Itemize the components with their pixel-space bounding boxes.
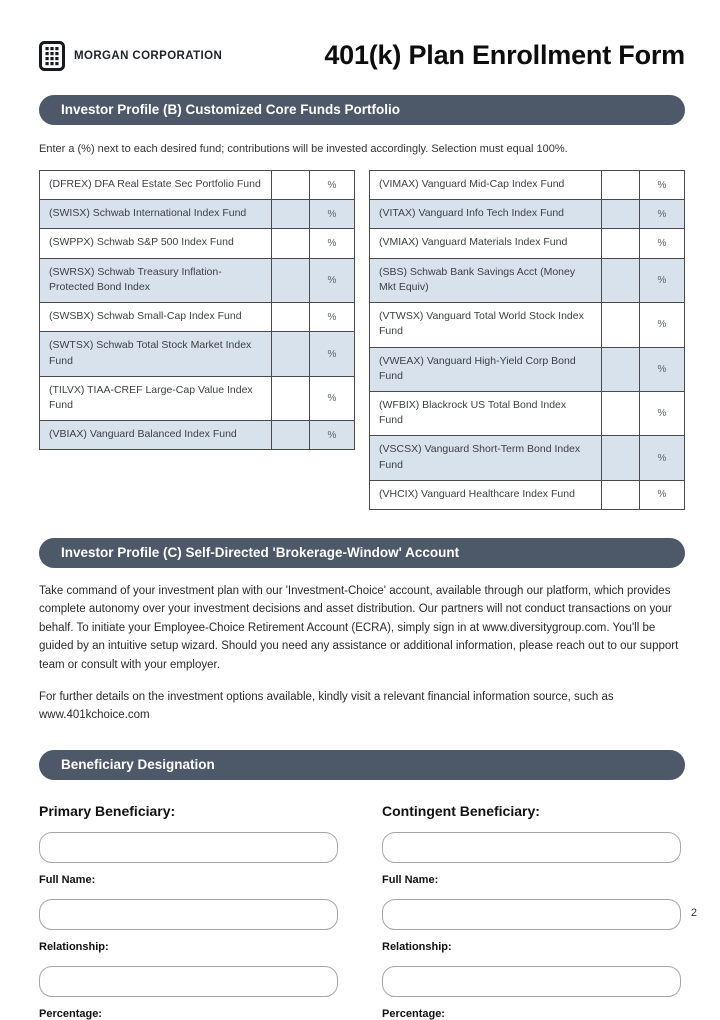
fund-row [39,421,355,450]
percent-sign: % [639,392,684,435]
fund-row [39,171,355,200]
primary-beneficiary-column [39,780,342,1020]
page-title: 401(k) Plan Enrollment Form [324,40,685,70]
fund-label: (DFREX) DFA Real Estate Sec Portfolio Fund [49,178,261,190]
fund-label: (VTWSX) Vanguard Total World Stock Index Fund [379,310,584,338]
fund-label: (WFBIX) Blackrock US Total Bond Index Fund [379,398,567,427]
fund-label: (SWSBX) Schwab Small-Cap Index Fund [49,310,242,323]
fund-label: (SBS) Schwab Bank Savings Acct (Money Mkt Equiv) [379,265,576,293]
contingent-beneficiary-column [382,780,685,1020]
beneficiary-field-label: Relationship: [39,940,109,953]
beneficiary-field-label: Percentage: [382,1007,445,1020]
fund-label: (VITAX) Vanguard Info Tech Index Fund [379,207,565,220]
beneficiary-input[interactable] [39,966,338,997]
percent-sign: % [309,377,354,420]
fund-label: (SWPPX) Schwab S&P 500 Index Fund [49,236,234,249]
further-details-paragraph: For further details on the investment options available, kindly visit a relevant financial information source, such as www.401kchoice.com [39,691,614,722]
fund-row [39,200,355,229]
fund-row [369,436,685,480]
fund-row [369,481,685,510]
percent-sign: % [309,303,354,331]
beneficiary-field-label: Full Name: [39,873,96,886]
fund-percent-input[interactable] [271,303,309,331]
fund-percent-input[interactable] [271,171,309,199]
page-header [39,40,685,71]
fund-row [39,377,355,421]
building-icon [39,41,65,71]
percent-sign: % [639,259,684,302]
percent-sign: % [639,171,684,199]
percent-sign: % [639,348,684,391]
fund-percent-input[interactable] [601,171,639,199]
fund-label: (VIMAX) Vanguard Mid-Cap Index Fund [379,178,565,190]
fund-table-left [39,170,355,450]
beneficiary-input[interactable] [382,966,681,997]
fund-label: (SWTSX) Schwab Total Stock Market Index Fund [49,339,252,367]
fund-label: (VWEAX) Vanguard High-Yield Corp Bond Fund [379,354,576,382]
section-header-beneficiary-designation: Beneficiary Designation [39,750,685,780]
fund-row [39,303,355,332]
beneficiary-field-label: Full Name: [382,873,439,886]
beneficiary-column-title: Primary Beneficiary: [39,802,176,819]
fund-row [369,392,685,436]
percent-sign: % [309,229,354,257]
fund-row [369,348,685,392]
fund-label: (VBIAX) Vanguard Balanced Index Fund [49,428,237,441]
beneficiary-field-label: Relationship: [382,940,452,953]
percent-sign: % [639,229,684,257]
fund-label: (VMIAX) Vanguard Materials Index Fund [379,236,568,249]
fund-row [369,259,685,303]
percent-sign: % [639,303,684,346]
fund-percent-input[interactable] [271,332,309,375]
fund-label: (SWRSX) Schwab Treasury Inflation-Protected Bond Index [49,265,222,293]
brand [39,41,222,71]
brokerage-window-paragraph: Take command of your investment plan with our 'Investment-Choice' account, available through our platform, which provides complete autonomy over your investment decisions and asset distribution. Our partners will not conduct transactions on your behalf. To initiate your Employee-Choice Retirement Account (ECRA), simply sign in at www.diversitygroup.com. You'll be guided by an intuitive setup wizard. Should you need any assistance or additional information, please reach out to our support team or consult with your employer. [39,585,679,671]
beneficiary-input[interactable] [39,832,338,863]
fund-instruction-text: Enter a (%) next to each desired fund; contributions will be invested accordingly. Selection must equal 100%. [39,143,568,155]
fund-row [39,229,355,258]
fund-percent-input[interactable] [271,229,309,257]
fund-row [39,259,355,303]
fund-row [369,171,685,200]
page-number: 2 [690,907,697,919]
fund-label: (TILVX) TIAA-CREF Large-Cap Value Index Fund [49,383,253,411]
beneficiary-input[interactable] [39,899,338,930]
percent-sign: % [639,200,684,228]
fund-percent-input[interactable] [601,303,639,346]
fund-percent-input[interactable] [601,259,639,302]
fund-percent-input[interactable] [271,200,309,228]
fund-percent-input[interactable] [601,481,639,509]
beneficiary-columns [39,780,685,1020]
section-header-investor-profile-b: Investor Profile (B) Customized Core Funds Portfolio [39,95,685,125]
fund-percent-input[interactable] [601,348,639,391]
beneficiary-field-label: Percentage: [39,1007,102,1020]
fund-label: (VHCIX) Vanguard Healthcare Index Fund [379,487,575,500]
brand-name: MORGAN CORPORATION [74,49,223,62]
percent-sign: % [309,259,354,302]
fund-row [39,332,355,376]
fund-row [369,229,685,258]
fund-percent-input[interactable] [601,436,639,479]
fund-percent-input[interactable] [601,200,639,228]
beneficiary-input[interactable] [382,899,681,930]
fund-allocation-tables [39,170,685,510]
percent-sign: % [309,332,354,375]
fund-percent-input[interactable] [601,229,639,257]
fund-label: (SWISX) Schwab International Index Fund [49,207,247,220]
beneficiary-column-title: Contingent Beneficiary: [382,802,540,819]
beneficiary-input[interactable] [382,832,681,863]
fund-row [369,200,685,229]
percent-sign: % [309,421,354,449]
percent-sign: % [309,200,354,228]
percent-sign: % [639,436,684,479]
fund-percent-input[interactable] [601,392,639,435]
fund-percent-input[interactable] [271,259,309,302]
fund-percent-input[interactable] [271,421,309,449]
percent-sign: % [309,171,354,199]
section-header-investor-profile-c: Investor Profile (C) Self-Directed 'Brokerage-Window' Account [39,538,685,568]
fund-percent-input[interactable] [271,377,309,420]
fund-label: (VSCSX) Vanguard Short-Term Bond Index Fund [379,443,581,471]
fund-table-right [369,170,685,510]
fund-row [369,303,685,347]
percent-sign: % [639,481,684,509]
